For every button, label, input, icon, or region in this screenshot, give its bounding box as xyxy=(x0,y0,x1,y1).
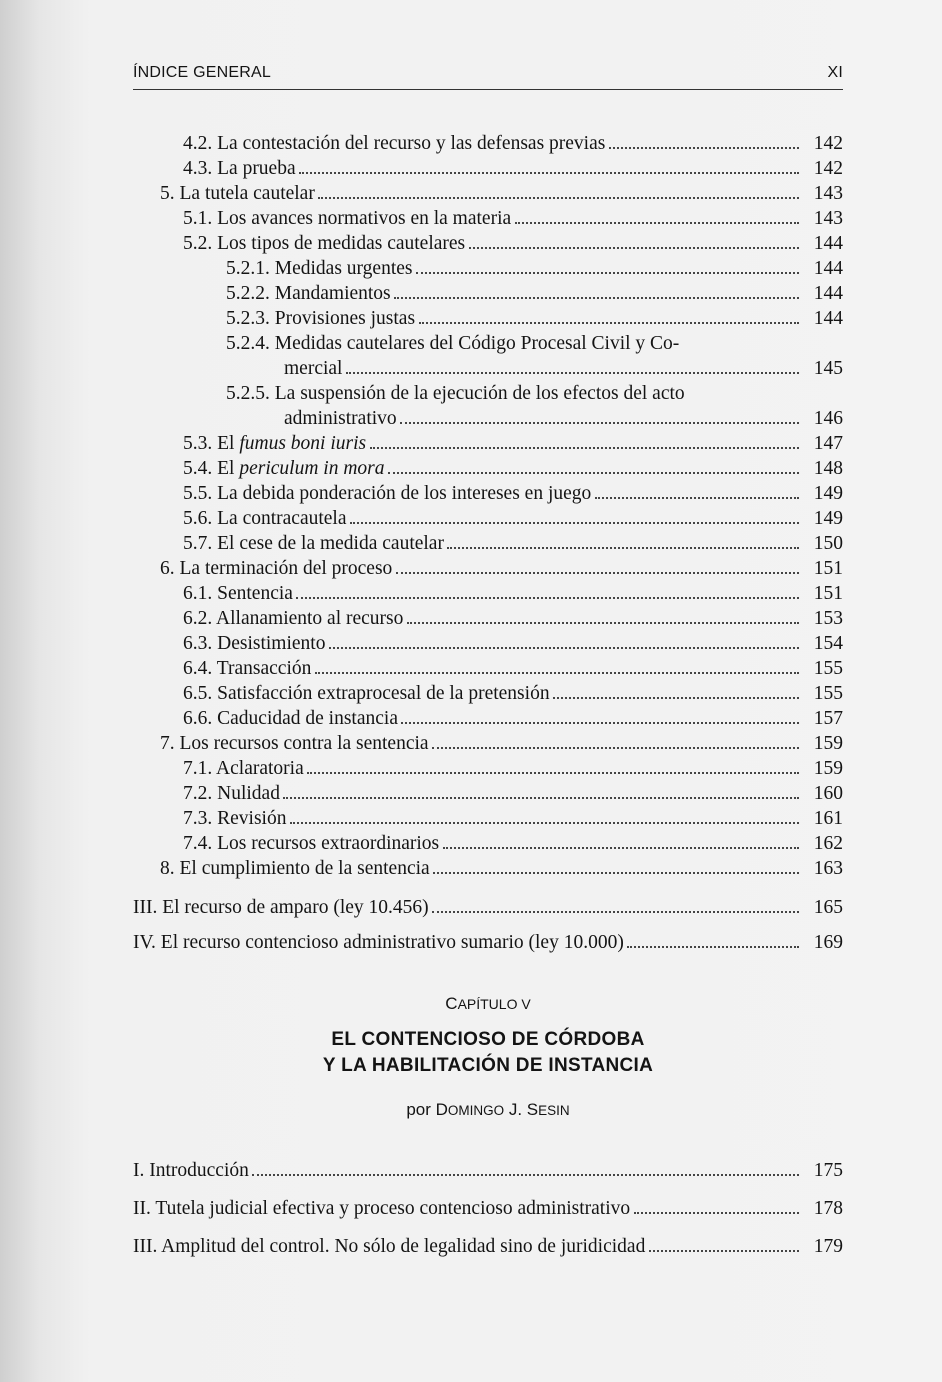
toc-entry-page-number: 144 xyxy=(813,258,843,279)
toc-entry-label-italic: fumus boni iuris xyxy=(239,433,367,454)
toc-entry-label: administrativo xyxy=(284,408,397,429)
chapter-label-initial: C xyxy=(445,994,458,1013)
toc-entry-label: IV. El recurso contencioso administrativo sumario (ley 10.000) xyxy=(133,932,624,953)
chapter-toc-entry-label: III. Amplitud del control. No sólo de legalidad sino de juridicidad xyxy=(133,1236,646,1257)
chapter-toc-entry-page-number: 175 xyxy=(813,1160,843,1181)
toc-entry-label: 6. La terminación del proceso xyxy=(160,558,393,579)
toc-entry-page-number: 159 xyxy=(813,733,843,754)
chapter-toc-entry-label: I. Introducción xyxy=(133,1160,249,1181)
toc-entry-label: 5.6. La contracautela xyxy=(183,508,347,529)
dot-leader xyxy=(299,172,799,174)
toc-entry-page-number: 160 xyxy=(813,783,843,804)
chapter-toc-entry xyxy=(133,1234,843,1259)
chapter-toc-entry-page-number: 178 xyxy=(813,1198,843,1219)
dot-leader xyxy=(595,497,799,499)
toc-entry-page-number: 144 xyxy=(813,233,843,254)
toc-entry-label: 4.2. La contestación del recurso y las defensas previas xyxy=(183,133,606,154)
toc-entry xyxy=(183,131,843,156)
dot-leader xyxy=(315,672,799,674)
toc-entry xyxy=(160,181,843,206)
toc-entry-page-number: 148 xyxy=(813,458,843,479)
toc-entry xyxy=(133,930,843,955)
dot-leader xyxy=(634,1212,799,1214)
chapter-title-line-2: Y LA HABILITACIÓN DE INSTANCIA xyxy=(322,1055,654,1076)
toc-entry-page-number: 157 xyxy=(813,708,843,729)
dot-leader xyxy=(515,222,799,224)
author-last-rest: ESIN xyxy=(538,1103,570,1118)
dot-leader xyxy=(370,447,799,449)
toc-entry-label-prefix: 5.4. El xyxy=(183,458,240,479)
dot-leader xyxy=(401,722,799,724)
toc-entry xyxy=(160,856,843,881)
author-middle: J. S xyxy=(504,1100,539,1119)
chapter-author xyxy=(133,1100,843,1120)
toc-entry xyxy=(226,256,843,281)
toc-entry-page-number: 147 xyxy=(813,433,843,454)
toc-entry xyxy=(183,656,843,681)
header-title: ÍNDICE GENERAL xyxy=(133,64,271,81)
toc-entry xyxy=(183,756,843,781)
toc-entry-label: 6.1. Sentencia xyxy=(183,583,293,604)
toc-entry-page-number: 151 xyxy=(813,558,843,579)
toc-entry-label: mercial xyxy=(284,358,343,379)
toc-entry-page-number: 159 xyxy=(813,758,843,779)
toc-entry-page-number: 145 xyxy=(813,358,843,379)
toc-entry-page-number: 161 xyxy=(813,808,843,829)
dot-leader xyxy=(388,472,799,474)
dot-leader xyxy=(609,147,799,149)
dot-leader xyxy=(252,1174,799,1176)
dot-leader xyxy=(329,647,799,649)
toc-entry xyxy=(133,895,843,920)
dot-leader xyxy=(627,946,799,948)
toc-entry-label-line: 5.2.4. Medidas cautelares del Código Procesal Civil y Co- xyxy=(226,333,680,354)
toc-entry xyxy=(160,731,843,756)
toc-entry-page-number: 144 xyxy=(813,308,843,329)
author-first-rest: OMINGO xyxy=(447,1103,505,1118)
dot-leader xyxy=(400,422,799,424)
dot-leader xyxy=(396,572,799,574)
toc-entry-page-number: 150 xyxy=(813,533,843,554)
toc-entry xyxy=(183,706,843,731)
toc-entry-label: 7.1. Aclaratoria xyxy=(183,758,304,779)
toc-entry-label: 5.1. Los avances normativos en la materia xyxy=(183,208,512,229)
toc-entry-label: 7. Los recursos contra la sentencia xyxy=(160,733,429,754)
chapter-label xyxy=(133,994,843,1014)
toc-entry xyxy=(226,281,843,306)
toc-entry-label: 6.2. Allanamiento al recurso xyxy=(183,608,404,629)
toc-entry-page-number: 155 xyxy=(813,683,843,704)
toc-entry-page-number: 153 xyxy=(813,608,843,629)
toc-entry xyxy=(183,606,843,631)
toc-entry-page-number: 142 xyxy=(813,133,843,154)
toc-entry-page-number: 146 xyxy=(813,408,843,429)
chapter-toc-entry-label: II. Tutela judicial efectiva y proceso contencioso administrativo xyxy=(133,1198,631,1219)
dot-leader xyxy=(346,372,799,374)
toc-entry-label: 5. La tutela cautelar xyxy=(160,183,315,204)
toc-entry xyxy=(183,781,843,806)
toc-entry-label: 6.6. Caducidad de instancia xyxy=(183,708,398,729)
toc-entry xyxy=(183,831,843,856)
toc-entry-label: 7.2. Nulidad xyxy=(183,783,280,804)
toc-entry xyxy=(183,506,843,531)
toc-entry-page-number: 149 xyxy=(813,483,843,504)
toc-entry-label: 5.2.3. Provisiones justas xyxy=(226,308,416,329)
toc-entry xyxy=(183,206,843,231)
toc-entry-label-line: 5.2.5. La suspensión de la ejecución de los efectos del acto xyxy=(226,383,685,404)
toc-entry xyxy=(160,556,843,581)
dot-leader xyxy=(350,522,799,524)
dot-leader xyxy=(283,797,799,799)
toc-entry-label: 5.7. El cese de la medida cautelar xyxy=(183,533,444,554)
dot-leader xyxy=(394,297,799,299)
toc-entry xyxy=(183,456,843,481)
author-initial-d: D xyxy=(435,1100,448,1119)
toc-entry xyxy=(284,406,843,431)
toc-entry-page-number: 162 xyxy=(813,833,843,854)
toc-entry xyxy=(183,631,843,656)
chapter-title-line-1: EL CONTENCIOSO DE CÓRDOBA xyxy=(331,1029,645,1050)
toc-entry-page-number: 143 xyxy=(813,208,843,229)
toc-entry-page-number: 155 xyxy=(813,658,843,679)
dot-leader xyxy=(296,597,799,599)
chapter-toc-entry-page-number: 179 xyxy=(813,1236,843,1257)
toc-entry xyxy=(183,806,843,831)
chapter-toc-entry xyxy=(133,1196,843,1221)
header-rule xyxy=(133,89,843,90)
toc-entry-label: 5.5. La debida ponderación de los intereses en juego xyxy=(183,483,592,504)
toc-entry-page-number: 169 xyxy=(813,932,843,953)
toc-entry xyxy=(183,481,843,506)
toc-entry-label: 5.2.2. Mandamientos xyxy=(226,283,391,304)
dot-leader xyxy=(432,747,799,749)
toc-entry-page-number: 144 xyxy=(813,283,843,304)
chapter-label-rest: APÍTULO V xyxy=(457,996,531,1012)
toc-entry-label: 7.3. Revisión xyxy=(183,808,287,829)
dot-leader xyxy=(433,872,799,874)
header-page-number: XI xyxy=(827,64,843,81)
toc-entry-label: 5.2. Los tipos de medidas cautelares xyxy=(183,233,466,254)
dot-leader xyxy=(307,772,799,774)
toc-entry xyxy=(183,681,843,706)
toc-entry-label: III. El recurso de amparo (ley 10.456) xyxy=(133,897,429,918)
toc-entry xyxy=(183,531,843,556)
dot-leader xyxy=(649,1250,799,1252)
toc-entry-page-number: 154 xyxy=(813,633,843,654)
toc-entry xyxy=(226,306,843,331)
toc-entry-label: 4.3. La prueba xyxy=(183,158,296,179)
toc-entry-label: 5.2.1. Medidas urgentes xyxy=(226,258,413,279)
dot-leader xyxy=(318,197,799,199)
chapter-toc-entry xyxy=(133,1158,843,1183)
dot-leader xyxy=(447,547,799,549)
dot-leader xyxy=(469,247,799,249)
toc-entry-page-number: 142 xyxy=(813,158,843,179)
author-prefix: por xyxy=(406,1100,436,1119)
toc-entry-label-italic: periculum in mora xyxy=(239,458,385,479)
toc-entry-label xyxy=(183,456,385,481)
toc-entry xyxy=(183,431,843,456)
toc-entry xyxy=(183,156,843,181)
toc-entry-page-number: 143 xyxy=(813,183,843,204)
toc-entry-label xyxy=(183,431,366,456)
dot-leader xyxy=(407,622,799,624)
dot-leader xyxy=(432,911,799,913)
dot-leader xyxy=(416,272,799,274)
toc-entry-label: 6.3. Desistimiento xyxy=(183,633,326,654)
toc-entry-label: 6.5. Satisfacción extraprocesal de la pretensión xyxy=(183,683,550,704)
toc-entry xyxy=(183,581,843,606)
toc-entry-label: 7.4. Los recursos extraordinarios xyxy=(183,833,440,854)
toc-entry-label: 6.4. Transacción xyxy=(183,658,312,679)
toc-entry-page-number: 151 xyxy=(813,583,843,604)
toc-entry-label-prefix: 5.3. El xyxy=(183,433,240,454)
toc-entry-page-number: 165 xyxy=(813,897,843,918)
toc-entry-page-number: 149 xyxy=(813,508,843,529)
dot-leader xyxy=(419,322,799,324)
dot-leader xyxy=(553,697,799,699)
toc-entry-label: 8. El cumplimiento de la sentencia xyxy=(160,858,430,879)
dot-leader xyxy=(443,847,799,849)
dot-leader xyxy=(290,822,799,824)
toc-entry-page-number: 163 xyxy=(813,858,843,879)
toc-entry xyxy=(183,231,843,256)
toc-entry xyxy=(284,356,843,381)
